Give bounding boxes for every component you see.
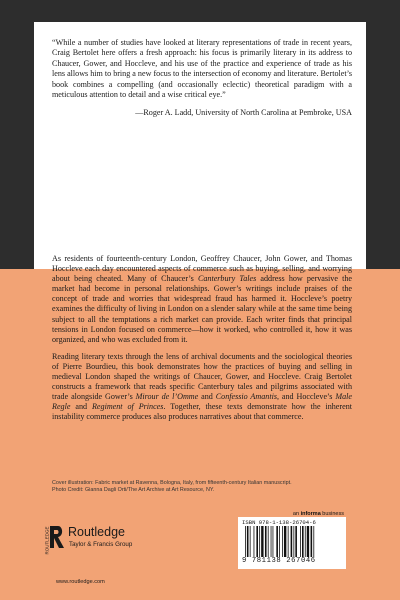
barcode-bar: [288, 526, 289, 557]
description-paragraph-1: As residents of fourteenth-century London, Geoffrey Chaucer, John Gower, and Thomas Hoccleve each day encountered aspects of commerce such as buying, selling, and worrying about being cheated. Many of Chaucer’s Canterbury Tales address how pervasive the market had become in personal relationships. Gower’s writings include praises of the concept of trade and worries that widespread fraud has harmed it. Hoccleve’s poetry examines the difficulty of living in London on a slender salary while at the same time being subject to all the temptations a rich market can provide. Each writer finds that principal tensions in London focused on commerce—how it worked, who controlled it, how it was organized, and who was excluded from it.: [52, 254, 352, 344]
publisher-group: Taylor & Francis Group: [69, 541, 133, 548]
publisher-url[interactable]: www.routledge.com: [56, 579, 105, 585]
barcode-bar: [268, 526, 269, 557]
photo-credit: Photo Credit: Gianna Dagli Orti/The Art Archive at Art Resource, NY.: [52, 487, 215, 493]
barcode-bar: [313, 526, 314, 557]
barcode-bar: [291, 526, 293, 557]
routledge-logo: [46, 514, 146, 560]
barcode-bar: [284, 526, 286, 557]
top-dark-band: [0, 0, 400, 22]
barcode-bar: [256, 526, 258, 557]
informa-imprint: an informa business: [292, 511, 344, 517]
barcode-bar: [261, 526, 263, 557]
barcode-digits: 9 781138 267046: [242, 557, 316, 565]
barcode-bar: [300, 526, 301, 557]
cover-illustration-credit: Cover illustration: Fabric market at Ravenna, Bologna, Italy, from fifteenth-century Italian manuscript.: [52, 480, 292, 486]
publisher-name: Routledge: [68, 525, 125, 539]
barcode-bar: [276, 526, 278, 557]
barcode-bar: [305, 526, 306, 557]
barcode-bar: [273, 526, 274, 557]
barcode-bar: [295, 526, 297, 557]
barcode-bar: [311, 526, 313, 557]
right-dark-frame: [366, 22, 400, 269]
barcode-bar: [282, 526, 283, 557]
description-paragraph-2: Reading literary texts through the lens of archival documents and the sociological theories of Pierre Bourdieu, this book demonstrates how the practices of buying and selling in medieval London shaped the writings of Chaucer, Gower, and Hoccleve. Craig Bertolet constructs a framework that reads specific Canterbury tales and pilgrims associated with trade alongside Gower’s Mirour de l’Omme and Confessio Amantis, and Hoccleve’s Male Regle and Regiment of Princes. Together, these texts demonstrate how the inherent instability commerce produces also produces narratives about that commerce.: [52, 351, 352, 422]
book-description: [52, 254, 352, 423]
publisher-spine-label: ROUTLEDGE: [44, 526, 50, 555]
barcode-icon: [244, 526, 340, 557]
barcode-bar: [271, 526, 272, 557]
isbn-label: ISBN 978-1-138-26704-6: [242, 519, 316, 526]
barcode-bar: [307, 526, 309, 557]
barcode-bar: [259, 526, 260, 557]
barcode-box: [238, 517, 346, 569]
barcode-bar: [265, 526, 267, 557]
barcode-bar: [245, 526, 246, 557]
barcode-bar: [254, 526, 255, 557]
barcode-bar: [293, 526, 294, 557]
left-dark-frame: [0, 22, 34, 269]
review-quote: “While a number of studies have looked at literary representations of trade in recent years, Craig Bertolet here offers a fresh approach: his focus is primarily literary in its address to Chaucer, Gower, and Hoccleve, and his use of the practice and experience of trade as his lens allows him to bring a new focus to the intersection of economy and literature. Bertolet’s book combines a compelling (and occasionally eclectic) theoretical paradigm with a meticulous attention to detail and a wise critical eye.”: [52, 38, 352, 100]
barcode-bar: [279, 526, 280, 557]
barcode-bar: [247, 526, 249, 557]
review-attribution: —Roger A. Ladd, University of North Carolina at Pembroke, USA: [135, 108, 352, 117]
barcode-bar: [250, 526, 251, 557]
routledge-r-icon: [48, 524, 66, 550]
barcode-bar: [302, 526, 304, 557]
cover-credits: [52, 480, 352, 494]
